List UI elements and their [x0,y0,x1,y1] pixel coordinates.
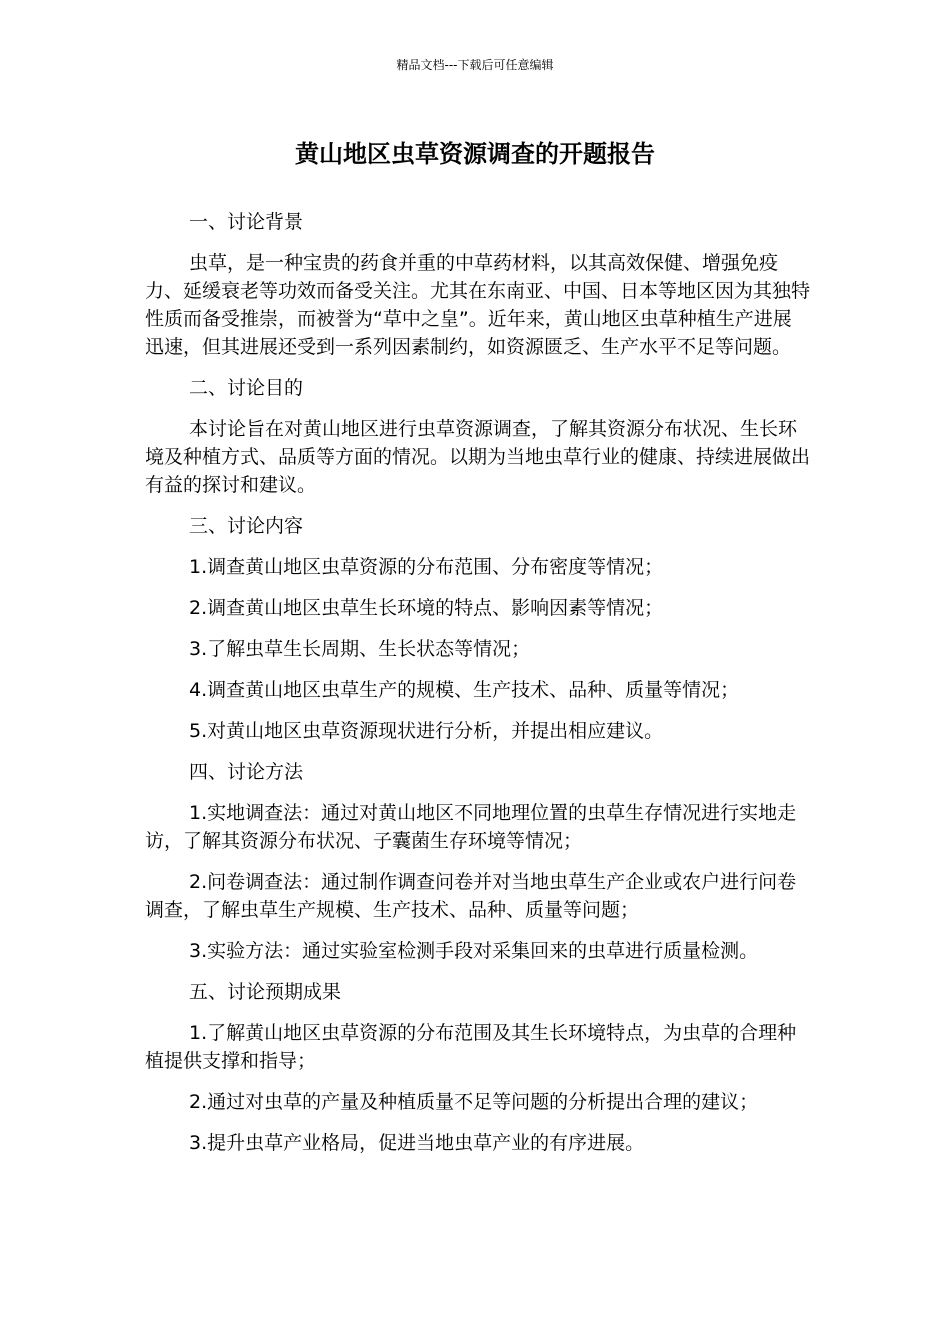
list-item-content-2: 2.调查黄山地区虫草生长环境的特点、影响因素等情况； [189,597,664,619]
section-heading-content: 三、讨论内容 [189,515,304,537]
section-heading-methods: 四、讨论方法 [189,761,304,783]
list-item-method-2: 2.问卷调查法：通过制作调查问卷并对当地虫草生产企业或农户进行问卷调查，了解虫草生产规模、生产技术、品种、质量等问题； [145,871,797,921]
section-heading-background: 一、讨论背景 [189,211,304,233]
paragraph-background: 虫草，是一种宝贵的药食并重的中草药材料，以其高效保健、增强免疫力、延缓衰老等功效而备受关注。尤其在东南亚、中国、日本等地区因为其独特性质而备受推崇，而被誉为“草中之皇”。近年来，黄山地区虫草种植生产进展迅速，但其进展还受到一系列因素制约，如资源匮乏、生产水平不足等问题。 [145,252,811,358]
document-title: 黄山地区虫草资源调查的开题报告 [295,140,655,168]
list-item-outcome-1: 1.了解黄山地区虫草资源的分布范围及其生长环境特点，为虫草的合理种植提供支撑和指导； [145,1022,797,1072]
list-item-method-3: 3.实验方法：通过实验室检测手段对采集回来的虫草进行质量检测。 [189,940,759,962]
list-item-outcome-2: 2.通过对虫草的产量及种植质量不足等问题的分析提出合理的建议； [189,1091,759,1113]
list-item-content-5: 5.对黄山地区虫草资源现状进行分析，并提出相应建议。 [189,720,664,742]
list-item-method-1: 1.实地调查法：通过对黄山地区不同地理位置的虫草生存情况进行实地走访，了解其资源分布状况、子囊菌生存环境等情况； [145,802,797,852]
list-item-content-4: 4.调查黄山地区虫草生产的规模、生产技术、品种、质量等情况； [189,679,740,701]
list-item-content-3: 3.了解虫草生长周期、生长状态等情况； [189,638,531,660]
section-heading-purpose: 二、讨论目的 [189,377,304,399]
document-body [145,208,810,1170]
list-item-outcome-3: 3.提升虫草产业格局，促进当地虫草产业的有序进展。 [189,1132,645,1154]
list-item-content-1: 1.调查黄山地区虫草资源的分布范围、分布密度等情况； [189,556,664,578]
paragraph-purpose: 本讨论旨在对黄山地区进行虫草资源调查，了解其资源分布状况、生长环境及种植方式、品质等方面的情况。以期为当地虫草行业的健康、持续进展做出有益的探讨和建议。 [145,418,811,496]
page-header: 精品文档---下载后可任意编辑 [396,58,554,72]
section-heading-outcomes: 五、讨论预期成果 [189,981,342,1003]
